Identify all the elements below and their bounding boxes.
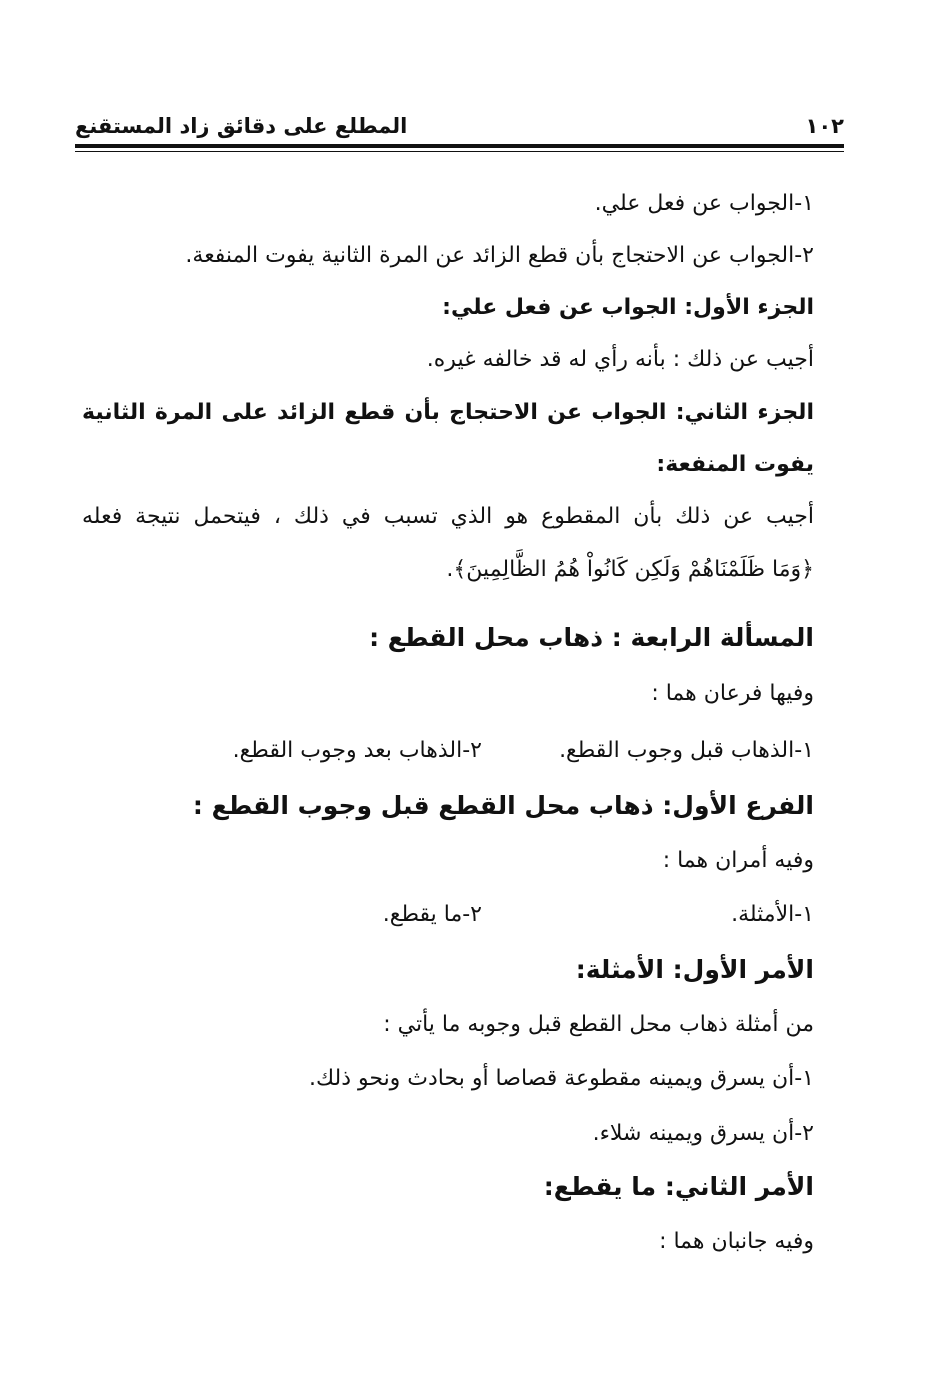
- list-item-1: ١-أن يسرق ويمينه مقطوعة قصاصا أو بحادث ونحو ذلك.: [308, 1066, 814, 1091]
- list-item-1: ١-الجواب عن فعل علي.: [594, 191, 814, 216]
- list-item: ١-الأمثلة.: [731, 902, 814, 927]
- list-item: ١-الذهاب قبل وجوب القطع.: [559, 738, 814, 763]
- list-item: ٢-الذهاب بعد وجوب القطع.: [232, 738, 482, 763]
- book-title: المطلع على دقائق زاد المستقنع: [75, 114, 408, 138]
- paragraph: وفيه أمران هما :: [662, 848, 814, 873]
- paragraph: أجيب عن ذلك بأن المقطوع هو الذي تسبب في ذلك ، فيتحمل نتيجة فعله: [82, 504, 814, 529]
- issue-heading: المسألة الرابعة : ذهاب محل القطع :: [369, 623, 814, 652]
- section-heading-part-two-cont: يفوت المنفعة:: [656, 452, 814, 477]
- paragraph: من أمثلة ذهاب محل القطع قبل وجوبه ما يأتي :: [383, 1012, 814, 1037]
- two-item-row: [233, 731, 814, 771]
- header-rule: [75, 144, 844, 152]
- list-item: ٢-ما يقطع.: [382, 902, 482, 927]
- branch-heading: الفرع الأول: ذهاب محل القطع قبل وجوب القطع :: [192, 791, 814, 820]
- page-number: ١٠٢: [805, 114, 844, 138]
- matter-heading-second: الأمر الثاني: ما يقطع:: [543, 1172, 814, 1201]
- matter-heading-first: الأمر الأول: الأمثلة:: [575, 955, 814, 984]
- page-header: [75, 102, 844, 138]
- list-item-2: ٢-الجواب عن الاحتجاج بأن قطع الزائد عن المرة الثانية يفوت المنفعة.: [185, 243, 814, 268]
- two-item-row: [383, 895, 814, 935]
- quran-verse: ﴿وَمَا ظَلَمْنَاهُمْ وَلَكِن كَانُواْ هُمُ الظَّالِمِينَ﴾.: [446, 557, 814, 582]
- paragraph: أجيب عن ذلك : بأنه رأي له قد خالفه غيره.: [426, 347, 814, 372]
- paragraph: وفيه جانبان هما :: [659, 1229, 814, 1254]
- section-heading-part-one: الجزء الأول: الجواب عن فعل علي:: [442, 295, 814, 320]
- section-heading-part-two: الجزء الثاني: الجواب عن الاحتجاج بأن قطع الزائد على المرة الثانية: [82, 400, 814, 425]
- list-item-2: ٢-أن يسرق ويمينه شلاء.: [592, 1121, 814, 1146]
- paragraph: وفيها فرعان هما :: [651, 681, 814, 706]
